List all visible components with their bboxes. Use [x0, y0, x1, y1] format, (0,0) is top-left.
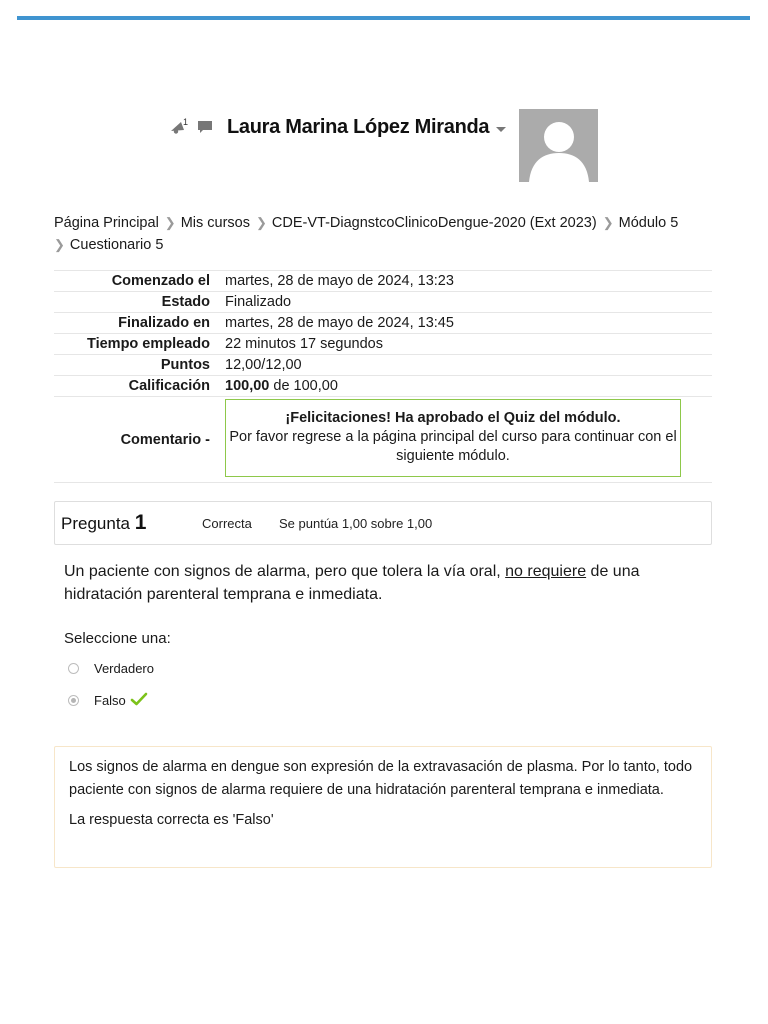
question-text: [64, 560, 704, 606]
summary-row: [54, 397, 712, 483]
radio-checked-icon[interactable]: [68, 695, 79, 706]
chevron-right-icon: ❯: [164, 215, 176, 230]
summary-row: [54, 334, 712, 355]
avatar[interactable]: [519, 109, 598, 182]
summary-row: [54, 292, 712, 313]
option-label[interactable]: Falso: [94, 693, 126, 708]
summary-row: [54, 355, 712, 376]
notification-count: 1: [183, 117, 189, 127]
user-header: [0, 106, 768, 186]
summary-row: [54, 271, 712, 292]
breadcrumb-module[interactable]: Módulo 5: [618, 215, 679, 231]
question-grade: Se puntúa 1,00 sobre 1,00: [279, 516, 433, 531]
general-feedback: Los signos de alarma en dengue son expresión de la extravasación de plasma. Por lo tanto, todo paciente con signos de alarma requiere de una hidratación parenteral temprana e inmediata.: [69, 759, 693, 798]
top-accent-bar: [17, 16, 750, 20]
summary-value: Finalizado: [225, 292, 712, 313]
summary-value: 22 minutos 17 segundos: [225, 334, 712, 355]
message-icon[interactable]: [197, 119, 213, 135]
breadcrumb-home[interactable]: Página Principal: [54, 215, 159, 231]
question-state: Correcta: [202, 516, 252, 531]
question-info-box: [54, 501, 712, 545]
summary-row: [54, 313, 712, 334]
grade-value-cell: [225, 376, 712, 397]
chevron-right-icon: ❯: [54, 237, 65, 252]
check-icon: [130, 691, 148, 707]
summary-label: Comenzado el: [54, 271, 225, 292]
answer-prompt: Seleccione una:: [64, 630, 171, 647]
question-number: 1: [134, 511, 147, 534]
grade-value: 100,00: [225, 378, 270, 394]
breadcrumb-my-courses[interactable]: Mis cursos: [180, 215, 250, 231]
summary-value: martes, 28 de mayo de 2024, 13:45: [225, 313, 712, 334]
right-answer: La respuesta correcta es 'Falso': [69, 812, 274, 828]
comment-body: Por favor regrese a la página principal del curso para continuar con el siguiente módulo.: [229, 429, 677, 464]
summary-row: [54, 376, 712, 397]
user-name[interactable]: Laura Marina López Miranda: [227, 116, 490, 138]
chevron-right-icon: ❯: [256, 215, 267, 230]
chevron-down-icon[interactable]: [496, 127, 506, 132]
option-label[interactable]: Verdadero: [94, 661, 154, 676]
question-text-emphasis: no requiere: [505, 563, 587, 580]
question-text-part: Un paciente con signos de alarma, pero que tolera la vía oral,: [64, 563, 506, 580]
comment-box: [225, 399, 681, 477]
question-text-part: de una hidratación parenteral temprana e inmediata.: [64, 563, 640, 603]
comment-title: ¡Felicitaciones! Ha aprobado el Quiz del módulo.: [285, 410, 621, 426]
breadcrumb-course[interactable]: CDE-VT-DiagnstcoClinicoDengue-2020 (Ext 2023): [271, 215, 597, 231]
comment-cell: [225, 397, 712, 483]
breadcrumb-quiz[interactable]: Cuestionario 5: [69, 237, 164, 253]
comment-label: Comentario -: [54, 397, 225, 483]
feedback-box: [54, 746, 712, 868]
summary-label: Finalizado en: [54, 313, 225, 334]
summary-label: Estado: [54, 292, 225, 313]
summary-value: 12,00/12,00: [225, 355, 712, 376]
grade-label: Calificación: [54, 376, 225, 397]
chevron-right-icon: ❯: [602, 215, 614, 230]
summary-label: Puntos: [54, 355, 225, 376]
radio-unchecked-icon[interactable]: [68, 663, 79, 674]
user-avatar-icon: [519, 109, 598, 182]
grade-max: de 100,00: [273, 378, 338, 394]
quiz-summary-table: [54, 270, 712, 483]
summary-value: martes, 28 de mayo de 2024, 13:23: [225, 271, 712, 292]
question-title-word: Pregunta: [61, 514, 130, 533]
breadcrumb: [54, 212, 734, 256]
question-title: [61, 511, 146, 535]
summary-label: Tiempo empleado: [54, 334, 225, 355]
